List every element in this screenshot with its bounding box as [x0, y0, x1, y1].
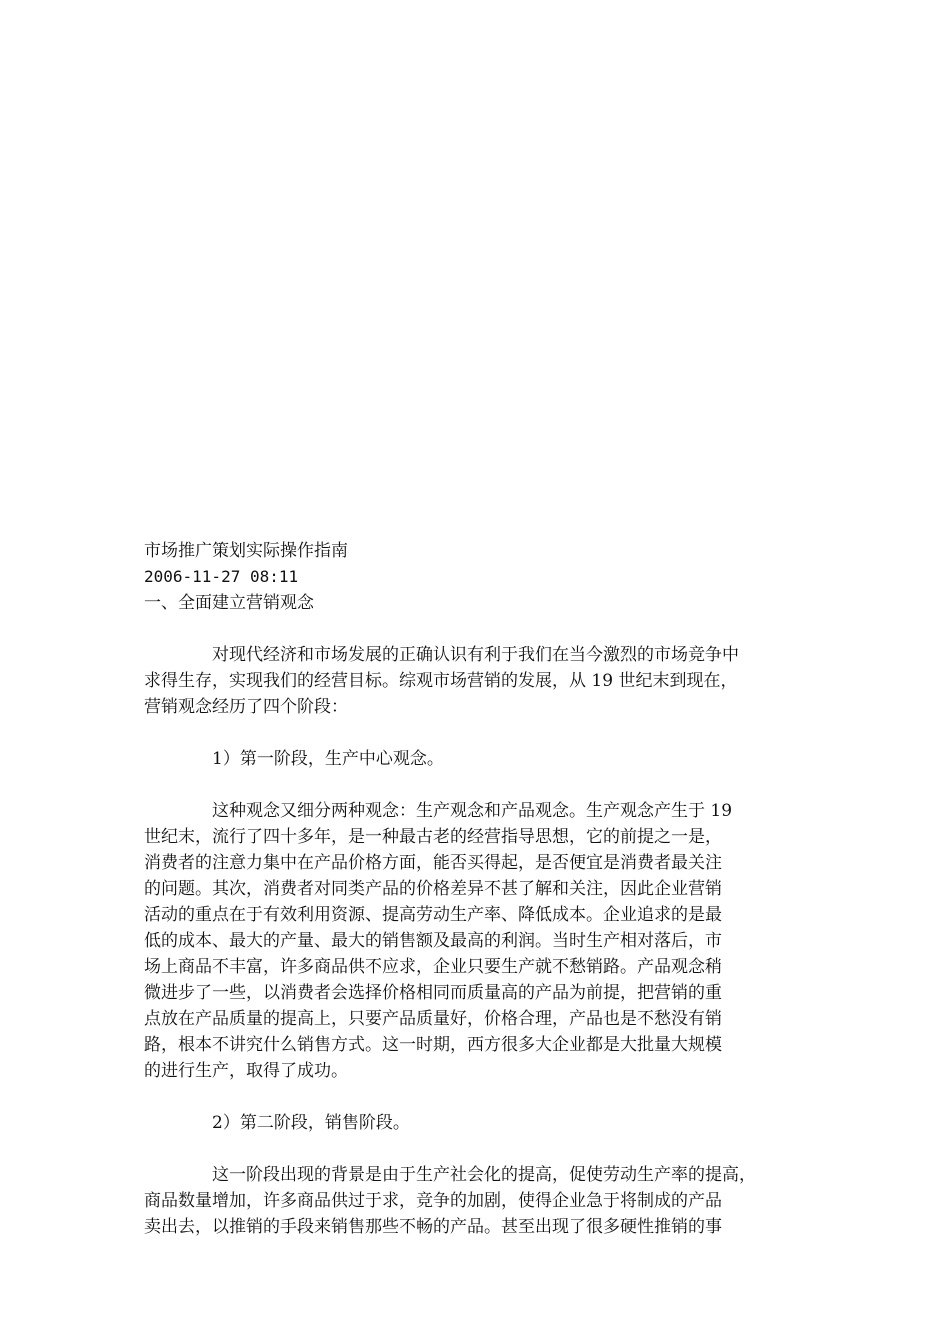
- text-line: 营销观念经历了四个阶段：: [144, 697, 348, 717]
- text-line: 消费者的注意力集中在产品价格方面，能否买得起，是否便宜是消费者最关注: [144, 853, 722, 873]
- spacer: [144, 772, 834, 798]
- text-line: 低的成本、最大的产量、最大的销售额及最高的利润。当时生产相对落后，市: [144, 931, 722, 951]
- document-datetime: 2006-11-27 08:11: [144, 567, 299, 586]
- text-line: 世纪末，流行了四十多年，是一种最古老的经营指导思想，它的前提之一是，: [144, 827, 722, 847]
- text-line: 这一阶段出现的背景是由于生产社会化的提高，促使劳动生产率的提高，: [212, 1165, 756, 1185]
- text-line: 卖出去，以推销的手段来销售那些不畅的产品。甚至出现了很多硬性推销的事: [144, 1217, 722, 1237]
- stage2-paragraph: [144, 1162, 834, 1240]
- intro-paragraph: [144, 642, 834, 720]
- text-line: 场上商品不丰富，许多商品供不应求，企业只要生产就不愁销路。产品观念稍: [144, 957, 722, 977]
- text-line: 商品数量增加，许多商品供过于求，竞争的加剧，使得企业急于将制成的产品: [144, 1191, 722, 1211]
- stage1-paragraph: [144, 798, 834, 1084]
- text-line: 这种观念又细分两种观念：生产观念和产品观念。生产观念产生于 19: [212, 801, 733, 821]
- stage1-heading: 1）第一阶段，生产中心观念。: [212, 749, 444, 769]
- spacer: [144, 616, 834, 642]
- document-body: [144, 538, 834, 1240]
- text-line: 求得生存，实现我们的经营目标。综观市场营销的发展，从 19 世纪末到现在，: [144, 671, 738, 691]
- text-line: 点放在产品质量的提高上，只要产品质量好，价格合理，产品也是不愁没有销: [144, 1009, 722, 1029]
- text-line: 路，根本不讲究什么销售方式。这一时期，西方很多大企业都是大批量大规模: [144, 1035, 722, 1055]
- spacer: [144, 1136, 834, 1162]
- text-line: 的进行生产，取得了成功。: [144, 1061, 348, 1081]
- text-line: 活动的重点在于有效利用资源、提高劳动生产率、降低成本。企业追求的是最: [144, 905, 722, 925]
- stage2-heading: 2）第二阶段，销售阶段。: [212, 1113, 410, 1133]
- document-title: 市场推广策划实际操作指南: [144, 541, 348, 561]
- spacer: [144, 1084, 834, 1110]
- text-line: 的问题。其次，消费者对同类产品的价格差异不甚了解和关注，因此企业营销: [144, 879, 722, 899]
- spacer: [144, 720, 834, 746]
- text-line: 微进步了一些，以消费者会选择价格相同而质量高的产品为前提，把营销的重: [144, 983, 722, 1003]
- section-heading: 一、全面建立营销观念: [144, 593, 314, 613]
- text-line: 对现代经济和市场发展的正确认识有利于我们在当今激烈的市场竞争中: [212, 645, 739, 665]
